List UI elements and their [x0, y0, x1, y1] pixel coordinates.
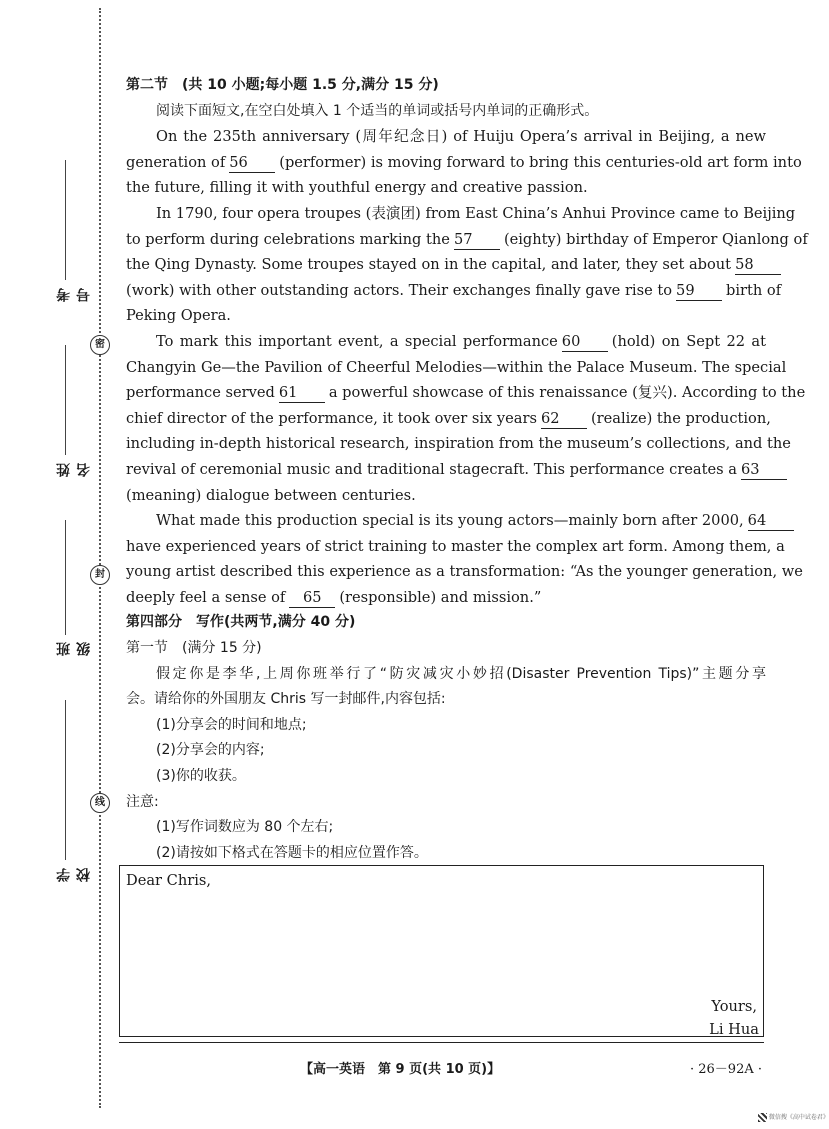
passage-line: revival of ceremonial music and traditional stagecraft. This performance creates a 63: [126, 457, 766, 483]
passage-line: deeply feel a sense of 65 (responsible) and mission.”: [126, 588, 542, 606]
notes-label: 注意:: [126, 793, 159, 810]
passage-paragraph-3: [126, 329, 806, 508]
blank-63[interactable]: 63: [741, 461, 787, 480]
passage-paragraph-1: [126, 124, 802, 201]
passage-line: What made this production special is its young actors—mainly born after 2000, 64: [126, 508, 766, 534]
qr-code-icon: [758, 1113, 767, 1122]
passage-line: performance served 61 a powerful showcase of this renaissance (复兴). According to the: [126, 384, 806, 402]
blank-56[interactable]: 56: [229, 154, 275, 173]
note-item: (1)写作词数应为 80 个左右;: [156, 819, 334, 836]
section2-instruction: 阅读下面短文,在空白处填入 1 个适当的单词或括号内单词的正确形式。: [156, 102, 599, 119]
passage-paragraph-4: [126, 508, 803, 610]
prompt-item: (3)你的收获。: [156, 768, 246, 785]
class-label: 班级: [56, 642, 92, 656]
passage-line: On the 235th anniversary (周年纪念日) of Huiju Opera’s arrival in Beijing, a new: [156, 128, 766, 146]
blank-62[interactable]: 62: [541, 410, 587, 429]
seal-feng-mark: 封: [90, 565, 110, 585]
letter-greeting: Dear Chris,: [126, 872, 211, 889]
part4-section1-heading: 第一节 (满分 15 分): [126, 640, 262, 657]
part4-heading: 第四部分 写作(共两节,满分 40 分): [126, 614, 356, 631]
paper-code: · 26－92A ·: [690, 1062, 763, 1077]
name-label: 姓名: [56, 463, 92, 477]
passage-line: including in-depth historical research, inspiration from the museum’s collections, and the: [126, 435, 791, 453]
passage-line: generation of 56 (performer) is moving forward to bring this centuries-old art form into: [126, 153, 802, 171]
exam-content: [126, 73, 808, 866]
blank-64[interactable]: 64: [748, 512, 794, 531]
passage-line: to perform during celebrations marking the 57 (eighty) birthday of Emperor Qianlong of: [126, 230, 808, 248]
passage-line: To mark this important event, a special performance 60 (hold) on Sept 22 at: [156, 332, 766, 350]
letter-closing: Yours,: [711, 998, 757, 1015]
passage-line: chief director of the performance, it took over six years 62 (realize) the production,: [126, 409, 771, 427]
blank-58[interactable]: 58: [735, 256, 781, 275]
passage-line: Changyin Ge—the Pavilion of Cheerful Melodies—within the Palace Museum. The special: [126, 358, 787, 376]
binding-dotted-line: [99, 8, 101, 1108]
section2-heading: 第二节 (共 10 小题;每小题 1.5 分,满分 15 分): [126, 77, 439, 93]
school-label: 学校: [56, 868, 92, 882]
prompt-item: (1)分享会的时间和地点;: [156, 716, 307, 733]
writing-prompt-line-1: 假定你是李华,上周你班举行了“防灾减灾小妙招(Disaster Prevention Tips)”主题分享: [156, 665, 766, 682]
blank-60[interactable]: 60: [562, 333, 608, 352]
page-footer-label: 【高一英语 第 9 页(共 10 页)】: [300, 1062, 501, 1077]
exam-number-label: 考号: [56, 288, 92, 302]
writing-prompt-line-2: 会。请给你的外国朋友 Chris 写一封邮件,内容包括:: [126, 691, 446, 708]
seal-mi-mark: 密: [90, 335, 110, 355]
passage-line: have experienced years of strict training to master the complex art form. Among them, a: [126, 537, 785, 555]
note-item: (2)请按如下格式在答题卡的相应位置作答。: [156, 844, 428, 861]
passage-line: the future, filling it with youthful energy and creative passion.: [126, 179, 588, 197]
blank-65[interactable]: 65: [289, 589, 335, 608]
blank-61[interactable]: 61: [279, 384, 325, 403]
prompt-item: (2)分享会的内容;: [156, 742, 265, 759]
passage-line: Peking Opera.: [126, 307, 231, 325]
passage-line: (meaning) dialogue between centuries.: [126, 486, 416, 504]
blank-59[interactable]: 59: [676, 282, 722, 301]
footer-divider: [119, 1042, 764, 1043]
passage-line: the Qing Dynasty. Some troupes stayed on in the capital, and later, they set about 58: [126, 252, 766, 278]
passage-line: In 1790, four opera troupes (表演团) from East China’s Anhui Province came to Beijing: [156, 204, 796, 222]
watermark: 微信搜《高中试卷君》: [758, 1112, 829, 1122]
blank-57[interactable]: 57: [454, 231, 500, 250]
letter-answer-box[interactable]: [119, 865, 764, 1037]
passage-line: young artist described this experience as a transformation: “As the younger generation, we: [126, 563, 803, 581]
passage-paragraph-2: [126, 201, 808, 329]
seal-xian-mark: 线: [90, 793, 110, 813]
letter-signature: Li Hua: [709, 1021, 759, 1038]
passage-line: (work) with other outstanding actors. Their exchanges finally gave rise to 59 birth of: [126, 281, 782, 299]
